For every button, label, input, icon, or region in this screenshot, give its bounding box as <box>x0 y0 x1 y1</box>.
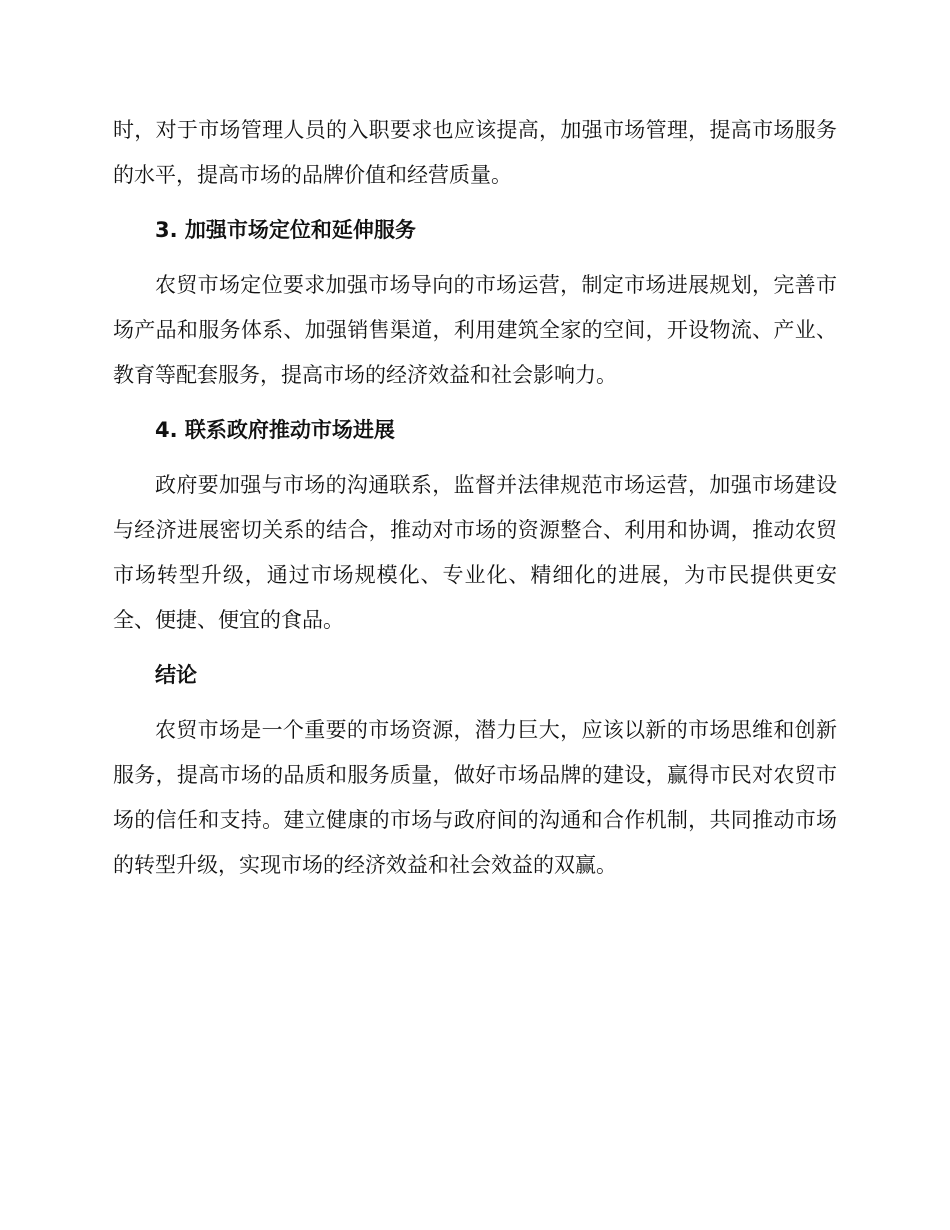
section-heading-4: 4. 联系政府推动市场进展 <box>155 418 395 442</box>
paragraph-section-3: 农贸市场定位要求加强市场导向的市场运营，制定市场进展规划，完善市场产品和服务体系、加强销售渠道，利用建筑全家的空间，开设物流、产业、教育等配套服务，提高市场的经济效益和社会影响力。 <box>113 273 837 387</box>
document-page <box>113 108 837 898</box>
section-heading-3: 3. 加强市场定位和延伸服务 <box>155 218 416 242</box>
conclusion-heading: 结论 <box>155 663 197 687</box>
paragraph-conclusion: 农贸市场是一个重要的市场资源，潜力巨大，应该以新的市场思维和创新服务，提高市场的品质和服务质量，做好市场品牌的建设，赢得市民对农贸市场的信任和支持。建立健康的市场与政府间的沟通和合作机制，共同推动市场的转型升级，实现市场的经济效益和社会效益的双赢。 <box>113 718 837 877</box>
paragraph-section-4: 政府要加强与市场的沟通联系，监督并法律规范市场运营，加强市场建设与经济进展密切关系的结合，推动对市场的资源整合、利用和协调，推动农贸市场转型升级，通过市场规模化、专业化、精细化的进展，为市民提供更安全、便捷、便宜的食品。 <box>113 473 837 632</box>
paragraph-continued: 时，对于市场管理人员的入职要求也应该提高，加强市场管理，提高市场服务的水平，提高市场的品牌价值和经营质量。 <box>113 118 837 187</box>
